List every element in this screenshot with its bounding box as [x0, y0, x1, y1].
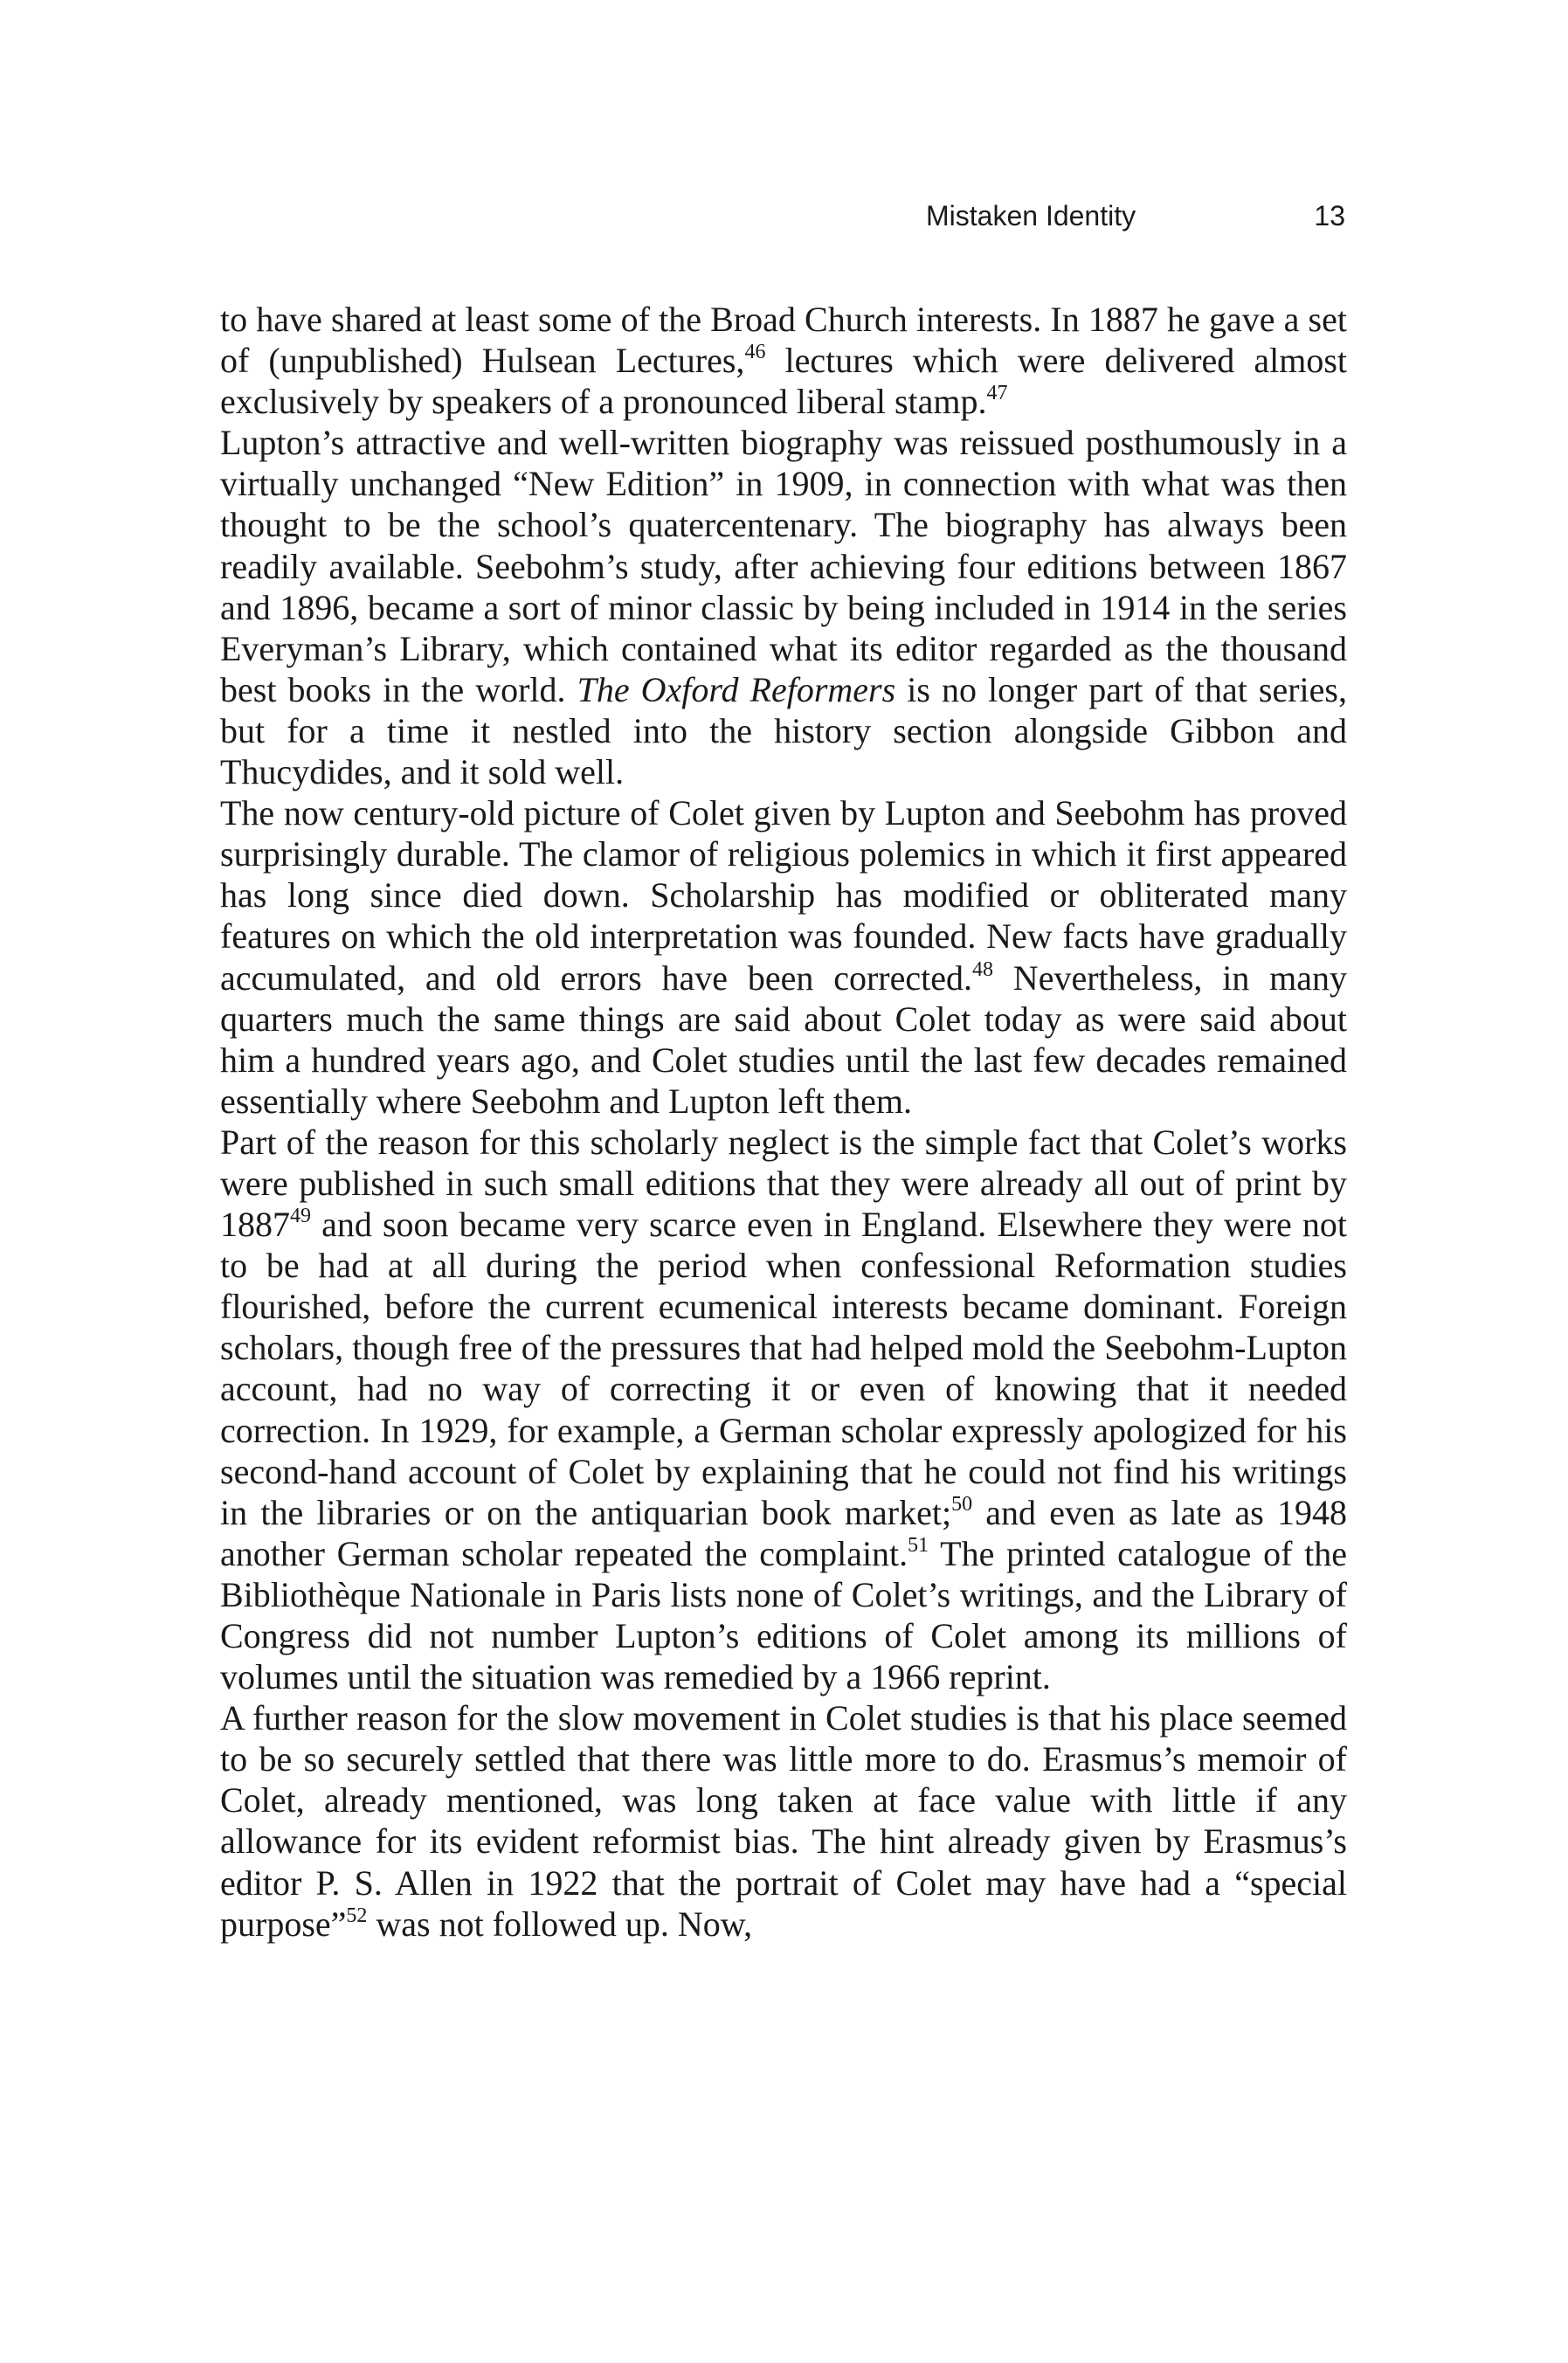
- page-number: 13: [1314, 200, 1345, 231]
- body-text: [220, 299, 1347, 1945]
- running-head: [926, 194, 1345, 238]
- text-run: Part of the reason for this scholarly neglect is the simple fact that Colet’s works were published in such small editions that they were already all out of print by 1887: [220, 1122, 1347, 1245]
- text-run: A further reason for the slow movement in Colet studies is that his place seemed to be so securely settled that there was little more to do. Erasmus’s memoir of Colet, already mentioned, was long taken at face value with little if any allowance for its evident reformist bias. The hint already given by Erasmus’s editor P. S. Allen in 1922 that the portrait of Colet may have had a “special purpose”: [220, 1698, 1347, 1944]
- footnote-ref: 51: [908, 1533, 929, 1557]
- footnote-ref: 48: [971, 957, 993, 981]
- paragraph: [220, 422, 1347, 792]
- paragraph: [220, 792, 1347, 1122]
- running-title: Mistaken Identity: [926, 200, 1136, 231]
- paragraph: [220, 1697, 1347, 1945]
- text-run: and even as late as 1948 another German scholar repeated the complaint.: [220, 1492, 1348, 1573]
- paragraph: [220, 299, 1347, 422]
- footnote-ref: 50: [951, 1492, 973, 1516]
- footnote-ref: 52: [346, 1904, 368, 1927]
- text-run: is no longer part of that series, but for a time it nestled into the history section alongside Gibbon and Thucydides, and it sold well.: [220, 669, 1347, 792]
- footnote-ref: 47: [986, 382, 1008, 405]
- paragraph: [220, 1122, 1347, 1697]
- text-run: and soon became very scarce even in England. Elsewhere they were not to be had at all during the period when confessional Reformation studies flourished, before the current ecumenical interests became dominant. Foreign scholars, though free of the pressures that had helped mold the Seebohm-Lupton account, had no way of correcting it or even of knowing that it needed correction. In 1929, for example, a German scholar expressly apologized for his second-hand account of Colet by explaining that he could not find his writings in the libraries or on the antiquarian book market;: [220, 1205, 1347, 1532]
- book-title: The Oxford Reformers: [577, 669, 896, 709]
- text-run: to have shared at least some of the Broad Church interests. In 1887 he gave a set of (unpublished) Hulsean Lectures,: [220, 300, 1347, 381]
- text-run: The printed catalogue of the Bibliothèque Nationale in Paris lists none of Colet’s writings, and the Library of Congress did not number Lupton’s editions of Colet among its millions of volumes until the situation was remedied by a 1966 reprint.: [220, 1533, 1347, 1697]
- text-run: lectures which were delivered almost exclusively by speakers of a pronounced liberal stamp.: [220, 341, 1348, 422]
- footnote-ref: 49: [290, 1205, 311, 1228]
- footnote-ref: 46: [744, 341, 766, 364]
- text-run: Nevertheless, in many quarters much the same things are said about Colet today as were said about him a hundred years ago, and Colet studies until the last few decades remained essentially where Seebohm and Lupton left them.: [220, 957, 1348, 1121]
- text-run: was not followed up. Now,: [367, 1904, 753, 1944]
- text-run: Lupton’s attractive and well-written biography was reissued posthumously in a virtually unchanged “New Edition” in 1909, in connection with what was then thought to be the school’s quatercentenary. The biography has always been readily available. Seebohm’s study, after achieving four editions between 1867 and 1896, became a sort of minor classic by being included in 1914 in the series Everyman’s Library, which contained what its editor regarded as the thousand best books in the world.: [220, 423, 1347, 709]
- text-run: The now century-old picture of Colet given by Lupton and Seebohm has proved surprisingly durable. The clamor of religious polemics in which it first appeared has long since died down. Scholarship has modified or obliterated many features on which the old interpretation was founded. New facts have gradually accumulated, and old errors have been corrected.: [220, 793, 1347, 998]
